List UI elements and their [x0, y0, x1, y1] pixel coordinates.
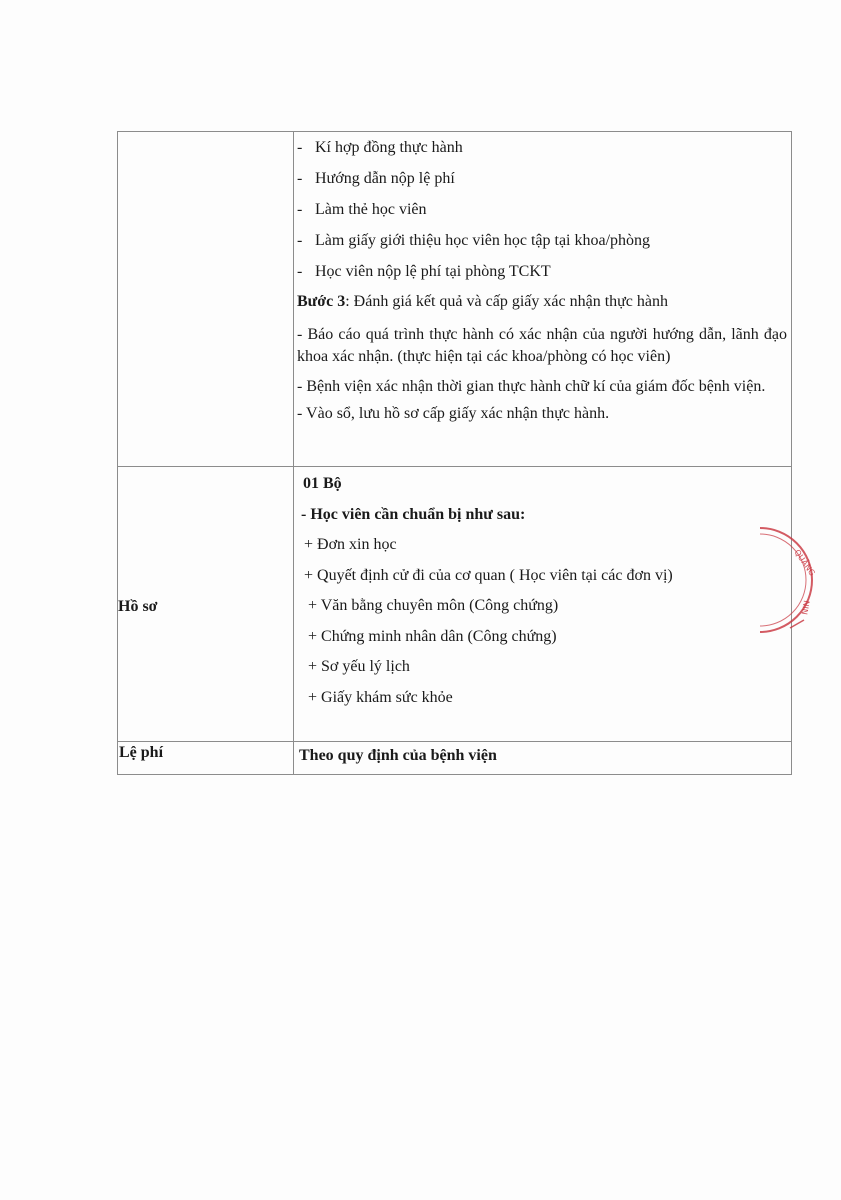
lephi-value: Theo quy định của bệnh viện — [299, 747, 497, 764]
hoso-document-item: + Sơ yếu lý lịch — [308, 658, 410, 675]
step3-paragraph-confirm: - Bệnh viện xác nhận thời gian thực hành chữ kí của giám đốc bệnh viện. — [297, 378, 766, 395]
step3-heading — [297, 287, 787, 317]
step3-paragraph-archive: - Vào sổ, lưu hồ sơ cấp giấy xác nhận thực hành. — [297, 405, 610, 422]
step-item: - Kí hợp đồng thực hành — [297, 139, 463, 156]
step3-paragraph-report: - Báo cáo quá trình thực hành có xác nhận của người hướng dẫn, lãnh đạo khoa xác nhận. (thực hiện tại các khoa/phòng có học viên) — [297, 326, 787, 365]
hoso-document-item: + Văn bằng chuyên môn (Công chứng) — [308, 597, 559, 614]
step-item: - Làm thẻ học viên — [297, 201, 427, 218]
hoso-prep-heading: - Học viên cần chuẩn bị như sau: — [301, 505, 526, 523]
hoso-document-item: + Quyết định cử đi của cơ quan ( Học viên tại các đơn vị) — [304, 566, 673, 584]
svg-text:QUẢNG: QUẢNG — [792, 547, 817, 578]
hoso-document-item: + Giấy khám sức khỏe — [308, 688, 453, 706]
procedure-table — [117, 131, 792, 775]
steps-label-cell — [118, 132, 294, 467]
steps-content-cell — [294, 132, 792, 467]
official-seal-stamp — [760, 522, 820, 642]
steps-row — [118, 132, 792, 467]
lephi-content-cell — [294, 742, 792, 775]
step-item: - Hướng dẫn nộp lệ phí — [297, 170, 455, 187]
hoso-count: 01 Bộ — [303, 475, 342, 492]
step-item: - Làm giấy giới thiệu học viên học tập tại khoa/phòng — [297, 232, 651, 249]
step3-text: : Đánh giá kết quả và cấp giấy xác nhận thực hành — [345, 293, 669, 310]
seal-icon — [760, 522, 820, 642]
step3-label: Bước 3 — [297, 293, 346, 310]
lephi-row — [118, 742, 792, 775]
hoso-document-item: + Chứng minh nhân dân (Công chứng) — [308, 627, 557, 645]
hoso-label: Hồ sơ — [118, 467, 294, 742]
step-item: - Học viên nộp lệ phí tại phòng TCKT — [297, 263, 551, 280]
lephi-label: Lệ phí — [118, 742, 294, 775]
hoso-document-item: + Đơn xin học — [304, 536, 397, 553]
hoso-content-cell — [294, 467, 792, 742]
svg-text:NIN: NIN — [799, 599, 811, 616]
hoso-row — [118, 467, 792, 742]
